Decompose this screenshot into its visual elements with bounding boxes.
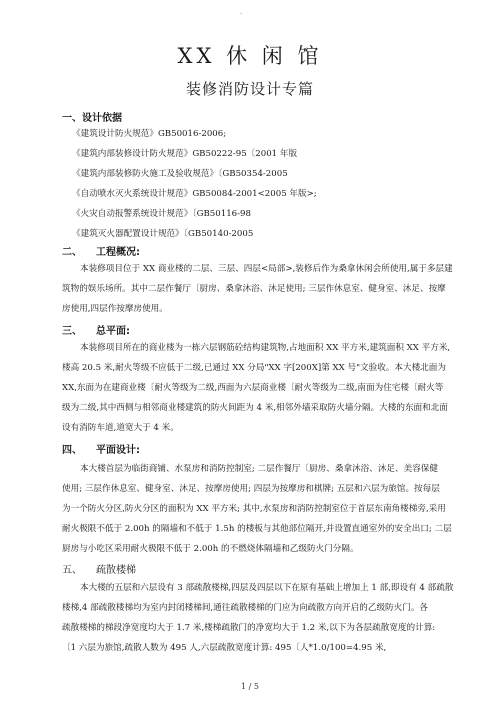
section-title: 平面设计: <box>96 445 140 456</box>
section-number: 五、 <box>62 565 82 576</box>
reference-item: 《自动喷水灭火系统设计规范》GB50084-2001<2005 年版>; <box>72 189 317 199</box>
paragraph-line: 耐火极限不低于 2.00h 的隔墙和不低于 1.5h 的楼板与其他部位隔开,并设置直通室外的安全出口; 二层 <box>62 524 452 534</box>
reference-item: 《火灾自动报警系统设计规范》〔GB50116-98 <box>72 209 251 219</box>
paragraph-line: 设有消防车道,道宽大于 4 米。 <box>62 423 179 433</box>
header-mark: - <box>240 10 243 17</box>
paragraph-line: 楼高 20.5 米,耐火等级不应低于二级,已通过 XX 分局"XX 字[200X]第 XX 号"文验收。本大楼北面为 <box>62 363 446 373</box>
page-number: 1 / 5 <box>241 682 259 691</box>
section-number: 三、 <box>62 326 82 337</box>
paragraph-line: XX,东面为在建商业楼〔耐火等级为二级,西面为六层商业楼〔耐火等级为二级,南面为住宅楼〔耐火等 <box>62 383 444 393</box>
section-heading-design-basis: 一、设计依据 <box>62 113 122 124</box>
section-heading-floor-plan <box>62 441 140 456</box>
paragraph-floor-plan <box>62 459 452 559</box>
paragraph-line: 使用; 三层作休息室、健身室、沐足、按摩房使用; 四层为按摩房和棋牌; 五层和六层为旅馆。按每层 <box>62 484 440 494</box>
section-number: 二、 <box>62 247 82 258</box>
reference-item: 《建筑内部装修防火施工及验收规范》〔GB50354-2005 <box>72 169 288 179</box>
document-subtitle: 装修消防设计专篇 <box>185 80 314 98</box>
paragraph-line: 本装修项目位于 XX 商业楼的二层、三层、四层<局部>,装修后作为桑拿休闲会所使用,属于多层建 <box>80 264 453 274</box>
paragraph-line: 疏散楼梯的梯段净宽度均大于 1.7 米,楼梯疏散门的净宽均大于 1.2 米,以下为各层疏散宽度的计算: <box>62 623 436 633</box>
section-title: 疏散楼梯 <box>96 565 136 576</box>
reference-item: 《建筑内部装修设计防火规范》GB50222-95〔2001 年版 <box>72 149 298 159</box>
paragraph-line: 房使用,四层作按摩房使用。 <box>62 304 168 314</box>
paragraph-line: 为一个防火分区,防火分区的面积为 XX 平方米; 其中,水泵房和消防控制室位于首层东南角楼梯旁,采用 <box>62 504 446 514</box>
paragraph-line: 筑物的娱乐场所。其中二层作餐厅〔厨房、桑拿沐浴、沐足使用; 三层作休息室、健身室、沐足、按摩 <box>62 284 446 294</box>
paragraph-line: 〔1 六层为旅馆,疏散人数为 495 人,六层疏散宽度计算: 495〔人*1.0/100=4.95 米, <box>62 643 387 653</box>
paragraph-line: 厨房与小吃区采用耐火极限不低于 2.00h 的不燃烧体隔墙和乙级防火门分隔。 <box>62 544 359 554</box>
section-heading-evacuation-stairs <box>62 561 136 576</box>
section-title: 工程概况: <box>96 247 140 258</box>
paragraph-line: 楼梯,4 部疏散楼梯均为室内封闭楼梯间,通往疏散楼梯的门应为向疏散方向开启的乙级防火门。各 <box>62 603 429 613</box>
paragraph-line: 本大楼的五层和六层设有 3 部疏散楼梯,四层及四层以下在原有基础上增加上 1 部,即设有 4 部疏散 <box>80 583 454 593</box>
section-heading-project-overview <box>62 243 140 258</box>
document-title: XX 休 闲 馆 <box>177 44 323 68</box>
section-number: 四、 <box>62 445 82 456</box>
reference-item: 《建筑灭火器配置设计规范》〔GB50140-2005 <box>72 229 254 239</box>
paragraph-line: 级为二级,其中西侧与相邻商业楼建筑的防火间距为 4 米,相邻外墙采取防火墙分隔。大楼的东面和北面 <box>62 403 448 413</box>
reference-item: 《建筑设计防火规范》GB50016-2006; <box>72 129 227 139</box>
paragraph-project-overview <box>62 259 453 319</box>
paragraph-line: 本装修项目所在的商业楼为一栋六层钢筋砼结构建筑物,占地面积 XX 平方米,建筑面积 XX 平方米, <box>80 343 451 353</box>
section-heading-site-plan <box>62 322 130 337</box>
section-title: 总平面: <box>96 326 130 337</box>
paragraph-line: 本大楼首层为临街商铺、水泵房和消防控制室; 二层作餐厅〔厨房、桑拿沐浴、沐足、美容保健 <box>80 464 438 474</box>
paragraph-site-plan <box>62 338 451 438</box>
paragraph-evacuation-stairs <box>62 578 454 658</box>
